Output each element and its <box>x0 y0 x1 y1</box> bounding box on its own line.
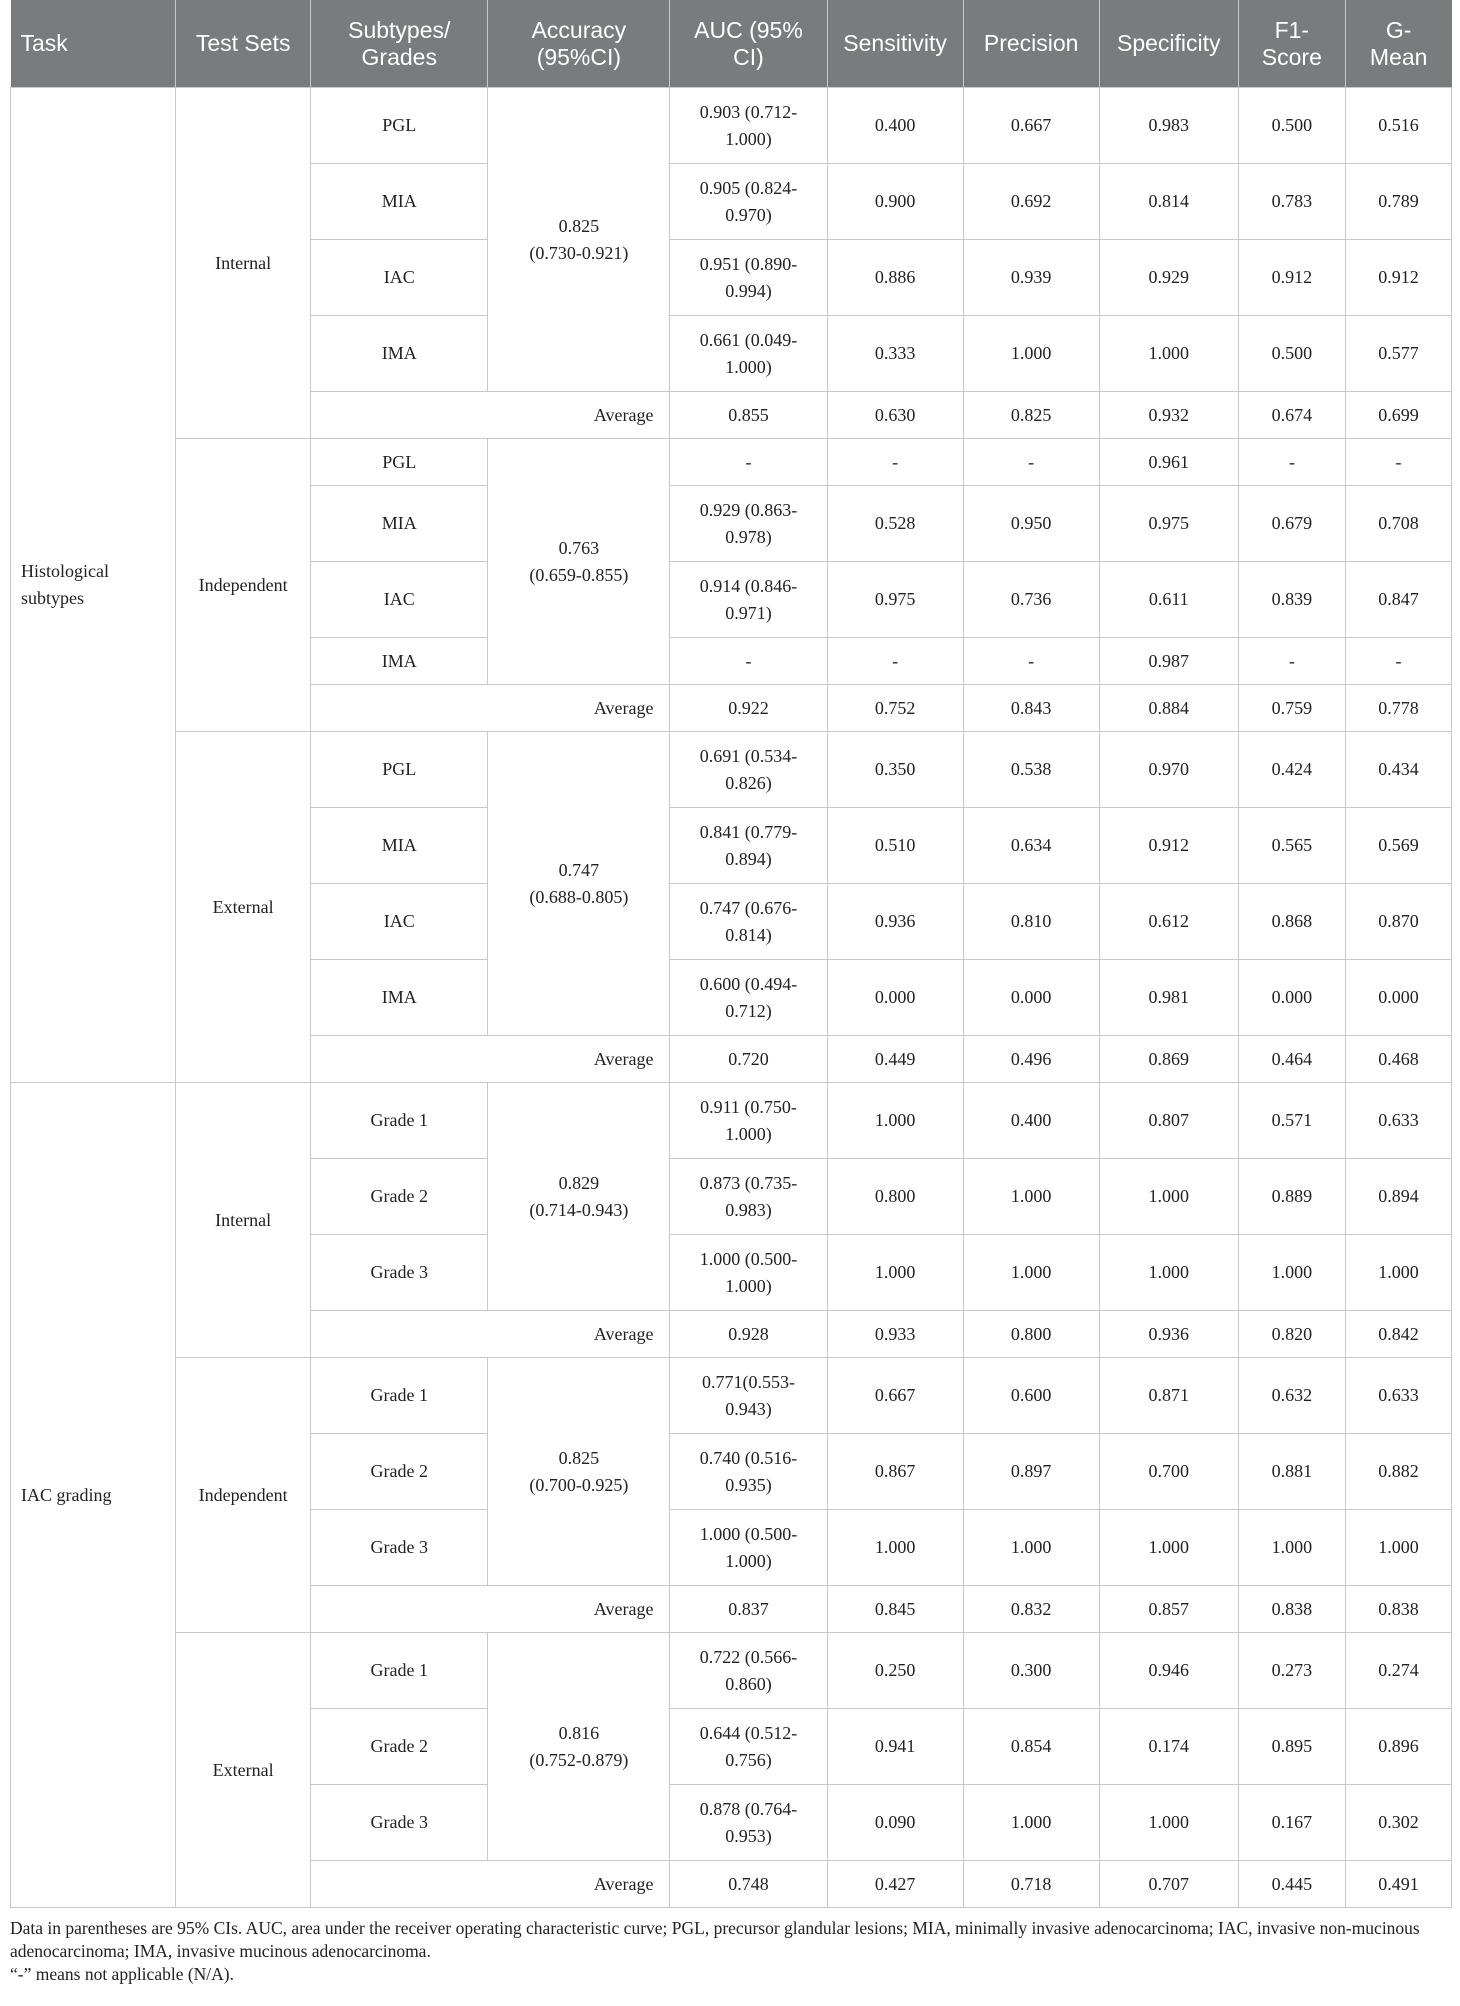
auc-cell-line2: 1.000) <box>725 356 772 377</box>
table-body <box>11 88 1452 1908</box>
auc-cell-line1: 0.661 (0.049- <box>699 329 798 350</box>
subtype-cell: IAC <box>311 562 488 638</box>
sensitivity-cell: 0.886 <box>827 240 963 316</box>
average-precision-cell: 0.496 <box>963 1036 1099 1083</box>
precision-cell: 0.692 <box>963 164 1099 240</box>
f1-score-cell: 0.571 <box>1238 1083 1345 1159</box>
subtype-cell: Grade 3 <box>311 1510 488 1586</box>
accuracy-cell-line2: (0.730-0.921) <box>529 242 629 263</box>
auc-cell-line1: 0.878 (0.764- <box>699 1798 798 1819</box>
specificity-cell: 0.871 <box>1099 1358 1238 1434</box>
auc-cell <box>670 884 827 960</box>
table-row <box>11 1633 1452 1709</box>
average-specificity-cell: 0.932 <box>1099 392 1238 439</box>
g-mean-cell: 0.870 <box>1345 884 1451 960</box>
precision-cell: - <box>963 638 1099 685</box>
auc-cell-line1: 0.911 (0.750- <box>700 1096 797 1117</box>
auc-cell <box>670 638 827 685</box>
test-set-cell: External <box>176 732 311 1083</box>
subtype-cell: MIA <box>311 486 488 562</box>
average-auc-cell: 0.837 <box>670 1586 827 1633</box>
precision-cell: 0.000 <box>963 960 1099 1036</box>
f1-score-cell: 1.000 <box>1238 1235 1345 1311</box>
f1-score-cell: 0.000 <box>1238 960 1345 1036</box>
average-label: Average <box>311 685 670 732</box>
header-accuracy-line1: Accuracy <box>531 16 627 43</box>
specificity-cell: 0.929 <box>1099 240 1238 316</box>
f1-score-cell: - <box>1238 439 1345 486</box>
f1-score-cell: 0.565 <box>1238 808 1345 884</box>
auc-cell <box>670 1083 827 1159</box>
average-auc-cell: 0.922 <box>670 685 827 732</box>
auc-cell-line1: 1.000 (0.500- <box>699 1523 798 1544</box>
table-row <box>11 1083 1452 1159</box>
f1-score-cell: 0.500 <box>1238 316 1345 392</box>
header-precision: Precision <box>963 0 1099 88</box>
average-auc-cell: 0.928 <box>670 1311 827 1358</box>
subtype-cell: PGL <box>311 732 488 808</box>
auc-cell-line1: 0.771(0.553- <box>701 1371 795 1392</box>
f1-score-cell: 0.912 <box>1238 240 1345 316</box>
auc-cell-line2: 0.971) <box>725 602 772 623</box>
g-mean-cell: 0.847 <box>1345 562 1451 638</box>
average-sensitivity-cell: 0.427 <box>827 1861 963 1908</box>
auc-cell-line1: 0.903 (0.712- <box>699 101 798 122</box>
average-f1-score-cell: 0.674 <box>1238 392 1345 439</box>
header-subtypes-grades-line1: Subtypes/ <box>348 16 451 43</box>
auc-cell-line2: 1.000) <box>725 1550 772 1571</box>
auc-cell-line2: 0.894) <box>725 848 772 869</box>
auc-cell-line2: 0.756) <box>725 1749 772 1770</box>
f1-score-cell: 0.273 <box>1238 1633 1345 1709</box>
sensitivity-cell: 0.867 <box>827 1434 963 1510</box>
auc-cell <box>670 1785 827 1861</box>
task-cell <box>11 1083 176 1908</box>
subtype-cell: IAC <box>311 240 488 316</box>
precision-cell: 0.634 <box>963 808 1099 884</box>
auc-cell-line2: 0.943) <box>725 1398 772 1419</box>
accuracy-cell-line1: 0.829 <box>558 1172 600 1193</box>
precision-cell: 0.736 <box>963 562 1099 638</box>
precision-cell: 0.600 <box>963 1358 1099 1434</box>
accuracy-cell-line2: (0.688-0.805) <box>529 886 629 907</box>
average-label: Average <box>311 1586 670 1633</box>
precision-cell: - <box>963 439 1099 486</box>
g-mean-cell: 0.577 <box>1345 316 1451 392</box>
accuracy-cell-line1: 0.825 <box>558 1447 600 1468</box>
auc-cell-line1: 0.691 (0.534- <box>699 745 798 766</box>
specificity-cell: 0.946 <box>1099 1633 1238 1709</box>
header-accuracy-line2: (95%CI) <box>536 43 622 70</box>
auc-cell-line1: 0.722 (0.566- <box>699 1646 798 1667</box>
average-specificity-cell: 0.936 <box>1099 1311 1238 1358</box>
average-sensitivity-cell: 0.752 <box>827 685 963 732</box>
auc-cell-line1: - <box>745 650 752 671</box>
subtype-cell: PGL <box>311 88 488 164</box>
f1-score-cell: - <box>1238 638 1345 685</box>
g-mean-cell: 1.000 <box>1345 1510 1451 1586</box>
accuracy-cell <box>488 1358 670 1586</box>
average-g-mean-cell: 0.778 <box>1345 685 1451 732</box>
sensitivity-cell: 1.000 <box>827 1235 963 1311</box>
sensitivity-cell: 1.000 <box>827 1083 963 1159</box>
f1-score-cell: 0.839 <box>1238 562 1345 638</box>
task-cell <box>11 88 176 1083</box>
average-label: Average <box>311 392 670 439</box>
f1-score-cell: 0.889 <box>1238 1159 1345 1235</box>
average-sensitivity-cell: 0.933 <box>827 1311 963 1358</box>
auc-cell <box>670 439 827 486</box>
auc-cell <box>670 1235 827 1311</box>
precision-cell: 0.400 <box>963 1083 1099 1159</box>
auc-cell-line1: - <box>745 451 752 472</box>
results-table-container <box>10 0 1452 1986</box>
f1-score-cell: 0.424 <box>1238 732 1345 808</box>
auc-cell <box>670 808 827 884</box>
accuracy-cell <box>488 439 670 685</box>
average-auc-cell: 0.855 <box>670 392 827 439</box>
test-set-cell: Independent <box>176 439 311 732</box>
auc-cell-line1: 0.740 (0.516- <box>699 1447 798 1468</box>
precision-cell: 1.000 <box>963 1159 1099 1235</box>
accuracy-cell <box>488 1633 670 1861</box>
average-precision-cell: 0.718 <box>963 1861 1099 1908</box>
specificity-cell: 1.000 <box>1099 1510 1238 1586</box>
specificity-cell: 0.912 <box>1099 808 1238 884</box>
average-auc-cell: 0.748 <box>670 1861 827 1908</box>
subtype-cell: MIA <box>311 808 488 884</box>
task-cell-line2: subtypes <box>21 588 84 608</box>
subtype-cell: Grade 2 <box>311 1434 488 1510</box>
accuracy-cell-line1: 0.747 <box>558 859 600 880</box>
footnote-abbreviations: Data in parentheses are 95% CIs. AUC, area under the receiver operating characteristic curve; PGL, precursor glandular lesions; MIA, minimally invasive adenocarcinoma; IAC, invasive non-mucinous adenocarcinoma; IMA, invasive mucinous adenocarcinoma. <box>10 1918 1420 1961</box>
precision-cell: 0.667 <box>963 88 1099 164</box>
table-row <box>11 732 1452 808</box>
average-g-mean-cell: 0.491 <box>1345 1861 1451 1908</box>
auc-cell <box>670 1434 827 1510</box>
average-precision-cell: 0.800 <box>963 1311 1099 1358</box>
accuracy-cell-line2: (0.714-0.943) <box>529 1199 629 1220</box>
auc-cell-line2: 0.983) <box>725 1199 772 1220</box>
subtype-cell: Grade 2 <box>311 1709 488 1785</box>
f1-score-cell: 0.895 <box>1238 1709 1345 1785</box>
f1-score-cell: 0.881 <box>1238 1434 1345 1510</box>
g-mean-cell: 0.633 <box>1345 1358 1451 1434</box>
test-set-cell: External <box>176 1633 311 1908</box>
f1-score-cell: 0.632 <box>1238 1358 1345 1434</box>
accuracy-cell-line1: 0.825 <box>558 215 600 236</box>
specificity-cell: 0.983 <box>1099 88 1238 164</box>
average-sensitivity-cell: 0.845 <box>827 1586 963 1633</box>
header-auc-line1: AUC (95% <box>694 16 803 43</box>
header-auc <box>670 0 827 88</box>
auc-cell <box>670 316 827 392</box>
header-row <box>11 0 1452 88</box>
average-sensitivity-cell: 0.630 <box>827 392 963 439</box>
average-g-mean-cell: 0.842 <box>1345 1311 1451 1358</box>
auc-cell-line1: 0.644 (0.512- <box>699 1722 798 1743</box>
g-mean-cell: 0.789 <box>1345 164 1451 240</box>
subtype-cell: IMA <box>311 638 488 685</box>
specificity-cell: 0.814 <box>1099 164 1238 240</box>
precision-cell: 0.538 <box>963 732 1099 808</box>
g-mean-cell: 0.000 <box>1345 960 1451 1036</box>
g-mean-cell: 0.302 <box>1345 1785 1451 1861</box>
subtype-cell: IMA <box>311 316 488 392</box>
auc-cell <box>670 164 827 240</box>
precision-cell: 0.939 <box>963 240 1099 316</box>
average-specificity-cell: 0.857 <box>1099 1586 1238 1633</box>
accuracy-cell <box>488 88 670 392</box>
accuracy-cell <box>488 1083 670 1311</box>
auc-cell-line2: 0.826) <box>725 772 772 793</box>
auc-cell <box>670 732 827 808</box>
precision-cell: 1.000 <box>963 1235 1099 1311</box>
specificity-cell: 1.000 <box>1099 1159 1238 1235</box>
table-row <box>11 439 1452 486</box>
specificity-cell: 1.000 <box>1099 316 1238 392</box>
subtype-cell: Grade 3 <box>311 1235 488 1311</box>
auc-cell <box>670 562 827 638</box>
subtype-cell: PGL <box>311 439 488 486</box>
table-row <box>11 1358 1452 1434</box>
auc-cell-line2: 0.860) <box>725 1673 772 1694</box>
auc-cell-line2: 0.712) <box>725 1000 772 1021</box>
f1-score-cell: 0.868 <box>1238 884 1345 960</box>
auc-cell <box>670 486 827 562</box>
average-specificity-cell: 0.869 <box>1099 1036 1238 1083</box>
g-mean-cell: 0.434 <box>1345 732 1451 808</box>
sensitivity-cell: 0.510 <box>827 808 963 884</box>
header-auc-line2: CI) <box>733 43 764 70</box>
auc-cell-line2: 1.000) <box>725 1123 772 1144</box>
average-label: Average <box>311 1036 670 1083</box>
auc-cell <box>670 1358 827 1434</box>
subtype-cell: Grade 1 <box>311 1083 488 1159</box>
f1-score-cell: 0.783 <box>1238 164 1345 240</box>
average-f1-score-cell: 0.445 <box>1238 1861 1345 1908</box>
sensitivity-cell: 0.975 <box>827 562 963 638</box>
auc-cell-line1: 0.951 (0.890- <box>699 253 798 274</box>
specificity-cell: 0.975 <box>1099 486 1238 562</box>
performance-table <box>10 0 1452 1908</box>
specificity-cell: 1.000 <box>1099 1235 1238 1311</box>
auc-cell <box>670 1510 827 1586</box>
task-cell-line1: IAC grading <box>21 1484 112 1505</box>
average-f1-score-cell: 0.464 <box>1238 1036 1345 1083</box>
sensitivity-cell: 0.350 <box>827 732 963 808</box>
f1-score-cell: 0.167 <box>1238 1785 1345 1861</box>
specificity-cell: 0.612 <box>1099 884 1238 960</box>
auc-cell-line1: 0.929 (0.863- <box>699 499 798 520</box>
header-f1-score <box>1238 0 1345 88</box>
sensitivity-cell: 0.000 <box>827 960 963 1036</box>
subtype-cell: Grade 1 <box>311 1633 488 1709</box>
auc-cell-line2: 1.000) <box>725 1275 772 1296</box>
auc-cell <box>670 960 827 1036</box>
sensitivity-cell: 0.250 <box>827 1633 963 1709</box>
table-footnotes <box>10 1908 1452 1986</box>
auc-cell-line1: 0.747 (0.676- <box>699 897 798 918</box>
average-specificity-cell: 0.707 <box>1099 1861 1238 1908</box>
auc-cell-line1: 0.905 (0.824- <box>699 177 798 198</box>
header-sensitivity: Sensitivity <box>827 0 963 88</box>
subtype-cell: MIA <box>311 164 488 240</box>
g-mean-cell: 0.894 <box>1345 1159 1451 1235</box>
auc-cell-line1: 0.600 (0.494- <box>699 973 798 994</box>
auc-cell-line2: 0.978) <box>725 526 772 547</box>
sensitivity-cell: 0.800 <box>827 1159 963 1235</box>
sensitivity-cell: - <box>827 638 963 685</box>
auc-cell <box>670 1633 827 1709</box>
f1-score-cell: 0.679 <box>1238 486 1345 562</box>
g-mean-cell: 0.708 <box>1345 486 1451 562</box>
precision-cell: 0.810 <box>963 884 1099 960</box>
sensitivity-cell: 0.528 <box>827 486 963 562</box>
header-f1-line1: F1- <box>1274 16 1310 43</box>
header-f1-line2: Score <box>1261 43 1322 70</box>
header-gmean-line2: Mean <box>1369 43 1428 70</box>
average-g-mean-cell: 0.699 <box>1345 392 1451 439</box>
auc-cell <box>670 88 827 164</box>
specificity-cell: 0.807 <box>1099 1083 1238 1159</box>
auc-cell-line1: 0.914 (0.846- <box>699 575 798 596</box>
test-set-cell: Internal <box>176 1083 311 1358</box>
precision-cell: 0.854 <box>963 1709 1099 1785</box>
g-mean-cell: 1.000 <box>1345 1235 1451 1311</box>
g-mean-cell: 0.569 <box>1345 808 1451 884</box>
specificity-cell: 0.961 <box>1099 439 1238 486</box>
auc-cell <box>670 1159 827 1235</box>
precision-cell: 1.000 <box>963 1510 1099 1586</box>
precision-cell: 1.000 <box>963 316 1099 392</box>
auc-cell-line2: 0.814) <box>725 924 772 945</box>
precision-cell: 0.897 <box>963 1434 1099 1510</box>
average-f1-score-cell: 0.838 <box>1238 1586 1345 1633</box>
accuracy-cell-line1: 0.763 <box>558 537 600 558</box>
average-precision-cell: 0.825 <box>963 392 1099 439</box>
auc-cell-line1: 0.873 (0.735- <box>699 1172 798 1193</box>
sensitivity-cell: 0.900 <box>827 164 963 240</box>
sensitivity-cell: - <box>827 439 963 486</box>
test-set-cell: Independent <box>176 1358 311 1633</box>
auc-cell-line2: 0.953) <box>725 1825 772 1846</box>
accuracy-cell-line1: 0.816 <box>558 1722 600 1743</box>
accuracy-cell-line2: (0.700-0.925) <box>529 1474 629 1495</box>
header-gmean-line1: G- <box>1385 16 1412 43</box>
auc-cell-line2: 0.994) <box>725 280 772 301</box>
subtype-cell: IMA <box>311 960 488 1036</box>
average-precision-cell: 0.832 <box>963 1586 1099 1633</box>
sensitivity-cell: 0.090 <box>827 1785 963 1861</box>
header-g-mean <box>1345 0 1451 88</box>
accuracy-cell <box>488 732 670 1036</box>
table-row <box>11 88 1452 164</box>
average-specificity-cell: 0.884 <box>1099 685 1238 732</box>
header-test-sets: Test Sets <box>176 0 311 88</box>
header-accuracy <box>488 0 670 88</box>
precision-cell: 0.300 <box>963 1633 1099 1709</box>
accuracy-cell-line2: (0.659-0.855) <box>529 564 629 585</box>
precision-cell: 1.000 <box>963 1785 1099 1861</box>
auc-cell-line1: 1.000 (0.500- <box>699 1248 798 1269</box>
average-precision-cell: 0.843 <box>963 685 1099 732</box>
subtype-cell: IAC <box>311 884 488 960</box>
sensitivity-cell: 0.936 <box>827 884 963 960</box>
auc-cell <box>670 1709 827 1785</box>
f1-score-cell: 0.500 <box>1238 88 1345 164</box>
footnote-not-applicable: “-” means not applicable (N/A). <box>10 1964 235 1984</box>
sensitivity-cell: 0.941 <box>827 1709 963 1785</box>
accuracy-cell-line2: (0.752-0.879) <box>529 1749 629 1770</box>
average-g-mean-cell: 0.838 <box>1345 1586 1451 1633</box>
specificity-cell: 0.987 <box>1099 638 1238 685</box>
average-g-mean-cell: 0.468 <box>1345 1036 1451 1083</box>
sensitivity-cell: 0.333 <box>827 316 963 392</box>
average-f1-score-cell: 0.759 <box>1238 685 1345 732</box>
header-specificity: Specificity <box>1099 0 1238 88</box>
test-set-cell: Internal <box>176 88 311 439</box>
sensitivity-cell: 1.000 <box>827 1510 963 1586</box>
auc-cell <box>670 240 827 316</box>
specificity-cell: 0.700 <box>1099 1434 1238 1510</box>
average-sensitivity-cell: 0.449 <box>827 1036 963 1083</box>
average-f1-score-cell: 0.820 <box>1238 1311 1345 1358</box>
average-label: Average <box>311 1861 670 1908</box>
g-mean-cell: - <box>1345 638 1451 685</box>
g-mean-cell: 0.896 <box>1345 1709 1451 1785</box>
auc-cell-line1: 0.841 (0.779- <box>699 821 798 842</box>
g-mean-cell: 0.516 <box>1345 88 1451 164</box>
task-cell-line1: Histological <box>21 561 109 581</box>
average-auc-cell: 0.720 <box>670 1036 827 1083</box>
average-label: Average <box>311 1311 670 1358</box>
auc-cell-line2: 0.970) <box>725 204 772 225</box>
sensitivity-cell: 0.400 <box>827 88 963 164</box>
auc-cell-line2: 1.000) <box>725 128 772 149</box>
specificity-cell: 1.000 <box>1099 1785 1238 1861</box>
header-task: Task <box>11 0 176 88</box>
g-mean-cell: 0.633 <box>1345 1083 1451 1159</box>
header-subtypes-grades <box>311 0 488 88</box>
sensitivity-cell: 0.667 <box>827 1358 963 1434</box>
specificity-cell: 0.981 <box>1099 960 1238 1036</box>
subtype-cell: Grade 1 <box>311 1358 488 1434</box>
g-mean-cell: 0.274 <box>1345 1633 1451 1709</box>
subtype-cell: Grade 3 <box>311 1785 488 1861</box>
g-mean-cell: - <box>1345 439 1451 486</box>
specificity-cell: 0.611 <box>1099 562 1238 638</box>
g-mean-cell: 0.912 <box>1345 240 1451 316</box>
specificity-cell: 0.174 <box>1099 1709 1238 1785</box>
subtype-cell: Grade 2 <box>311 1159 488 1235</box>
header-subtypes-grades-line2: Grades <box>361 43 437 70</box>
specificity-cell: 0.970 <box>1099 732 1238 808</box>
auc-cell-line2: 0.935) <box>725 1474 772 1495</box>
f1-score-cell: 1.000 <box>1238 1510 1345 1586</box>
precision-cell: 0.950 <box>963 486 1099 562</box>
g-mean-cell: 0.882 <box>1345 1434 1451 1510</box>
